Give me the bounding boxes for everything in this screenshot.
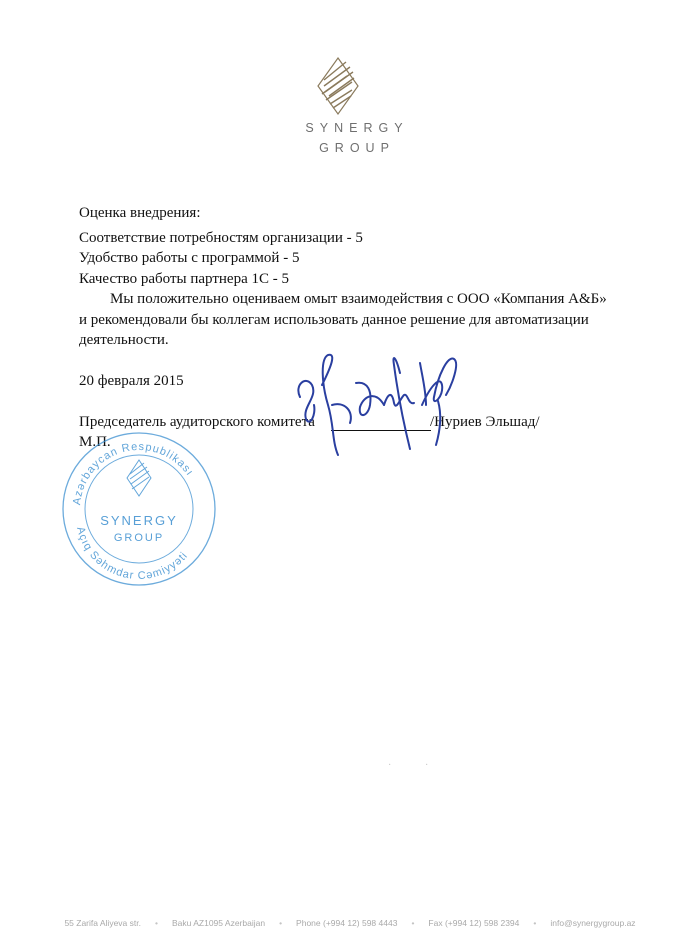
stamp-brand-subname: GROUP [113, 532, 165, 544]
paragraph-line-3: деятельности. [79, 332, 169, 348]
handwritten-signature [292, 345, 472, 465]
brand-subname: GROUP [319, 141, 395, 155]
brand-name: SYNERGY [305, 121, 409, 135]
stamp-diamond-icon [127, 460, 151, 496]
footer-email[interactable]: info@synergygroup.az [550, 918, 636, 928]
rating-line-needs: Соответствие потребностям организации - 5 [79, 230, 363, 246]
footer-contacts: 55 Zarifa Aliyeva str. • Baku AZ1095 Azerbaijan • Phone (+994 12) 598 4443 • Fax (+994 12) 598 2394 • info@synergygroup.az [64, 918, 636, 928]
heading-assessment: Оценка внедрения: [79, 205, 201, 221]
footer-address: 55 Zarifa Aliyeva str. [64, 918, 141, 928]
signatory-title: Председатель аудиторского комитета [79, 414, 315, 430]
paragraph-line-2: и рекомендовали бы коллегам использовать данное решение для автоматизации [79, 312, 589, 328]
paragraph-line-1: Мы положительно оцениваем омыт взаимодействия с ООО «Компания А&Б» [110, 291, 607, 307]
footer-fax: Fax (+994 12) 598 2394 [428, 918, 520, 928]
svg-text:Azərbaycan Respublikası: Azərbaycan Respublikası [71, 440, 196, 506]
stamp-brand-name: SYNERGY [100, 513, 178, 528]
rating-line-partner: Качество работы партнера 1С - 5 [79, 271, 289, 287]
rating-line-usability: Удобство работы с программой - 5 [79, 250, 300, 266]
svg-text:Açıq Səhmdar Cəmiyyəti: Açıq Səhmdar Cəmiyyəti [74, 525, 191, 583]
signatory-name: /Нуриев Эльшад/ [430, 414, 540, 430]
seal-label: М.П. [79, 434, 111, 450]
letter-date: 20 февраля 2015 [79, 373, 184, 389]
footer-city: Baku AZ1095 Azerbaijan [171, 918, 266, 928]
synergy-diamond-logo-icon [316, 56, 360, 116]
company-stamp [60, 430, 218, 588]
footer-phone: Phone (+994 12) 598 4443 [296, 918, 398, 928]
